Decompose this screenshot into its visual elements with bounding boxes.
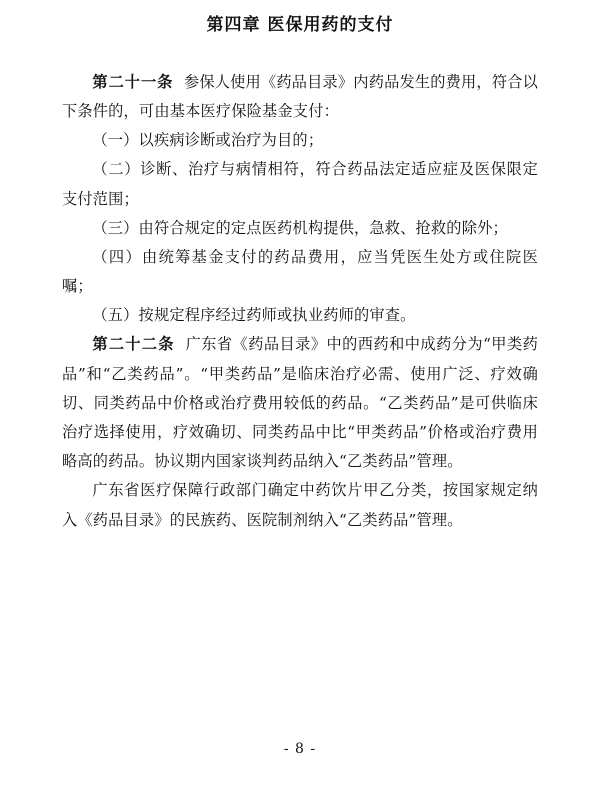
paragraph-item-1: （一）以疾病诊断或治疗为目的；: [92, 131, 324, 150]
paragraph-closing: 广东省医疗保障行政部门确定中药饮片甲乙分类，按国家规定纳入《药品目录》的民族药、医院制剂纳入“乙类药品”管理。: [62, 481, 538, 529]
article-label-21: 第二十一条: [92, 72, 174, 91]
page-number: - 8 -: [283, 741, 317, 757]
document-page: [0, 14, 600, 799]
paragraph-item-3: （三）由符合规定的定点医药机构提供，急救、抢救的除外；: [92, 218, 508, 237]
paragraph-item-4: （四）由统筹基金支付的药品费用，应当凭医生处方或住院医嘱；: [62, 247, 538, 296]
page-title: 第四章 医保用药的支付: [206, 15, 394, 35]
paragraph-item-2: （二）诊断、治疗与病情相符，符合药品法定适应症及医保限定支付范围；: [62, 160, 538, 208]
paragraph-item-5: （五）按规定程序经过药师或执业药师的审查。: [92, 306, 416, 325]
paragraph-article-22: [62, 330, 538, 476]
paragraph-text: 广东省《药品目录》中的西药和中成药分为“甲类药品”和“乙类药品”。“甲类药品”是临床治疗必需、使用广泛、疗效确切、同类药品中价格或治疗费用较低的药品。“乙类药品”是可供临床治疗选择使用，疗效确切、同类药品中比“甲类药品”价格或治疗费用略高的药品。协议期内国家谈判药品纳入“乙类药品”管理。: [62, 335, 539, 471]
paragraph-text: 参保人使用《药品目录》内药品发生的费用，符合以下条件的，可由基本医疗保险基金支付：: [62, 72, 538, 120]
paragraph-article-21: [62, 68, 538, 126]
article-label-22: 第二十二条: [92, 335, 175, 354]
document-body: [62, 68, 538, 535]
